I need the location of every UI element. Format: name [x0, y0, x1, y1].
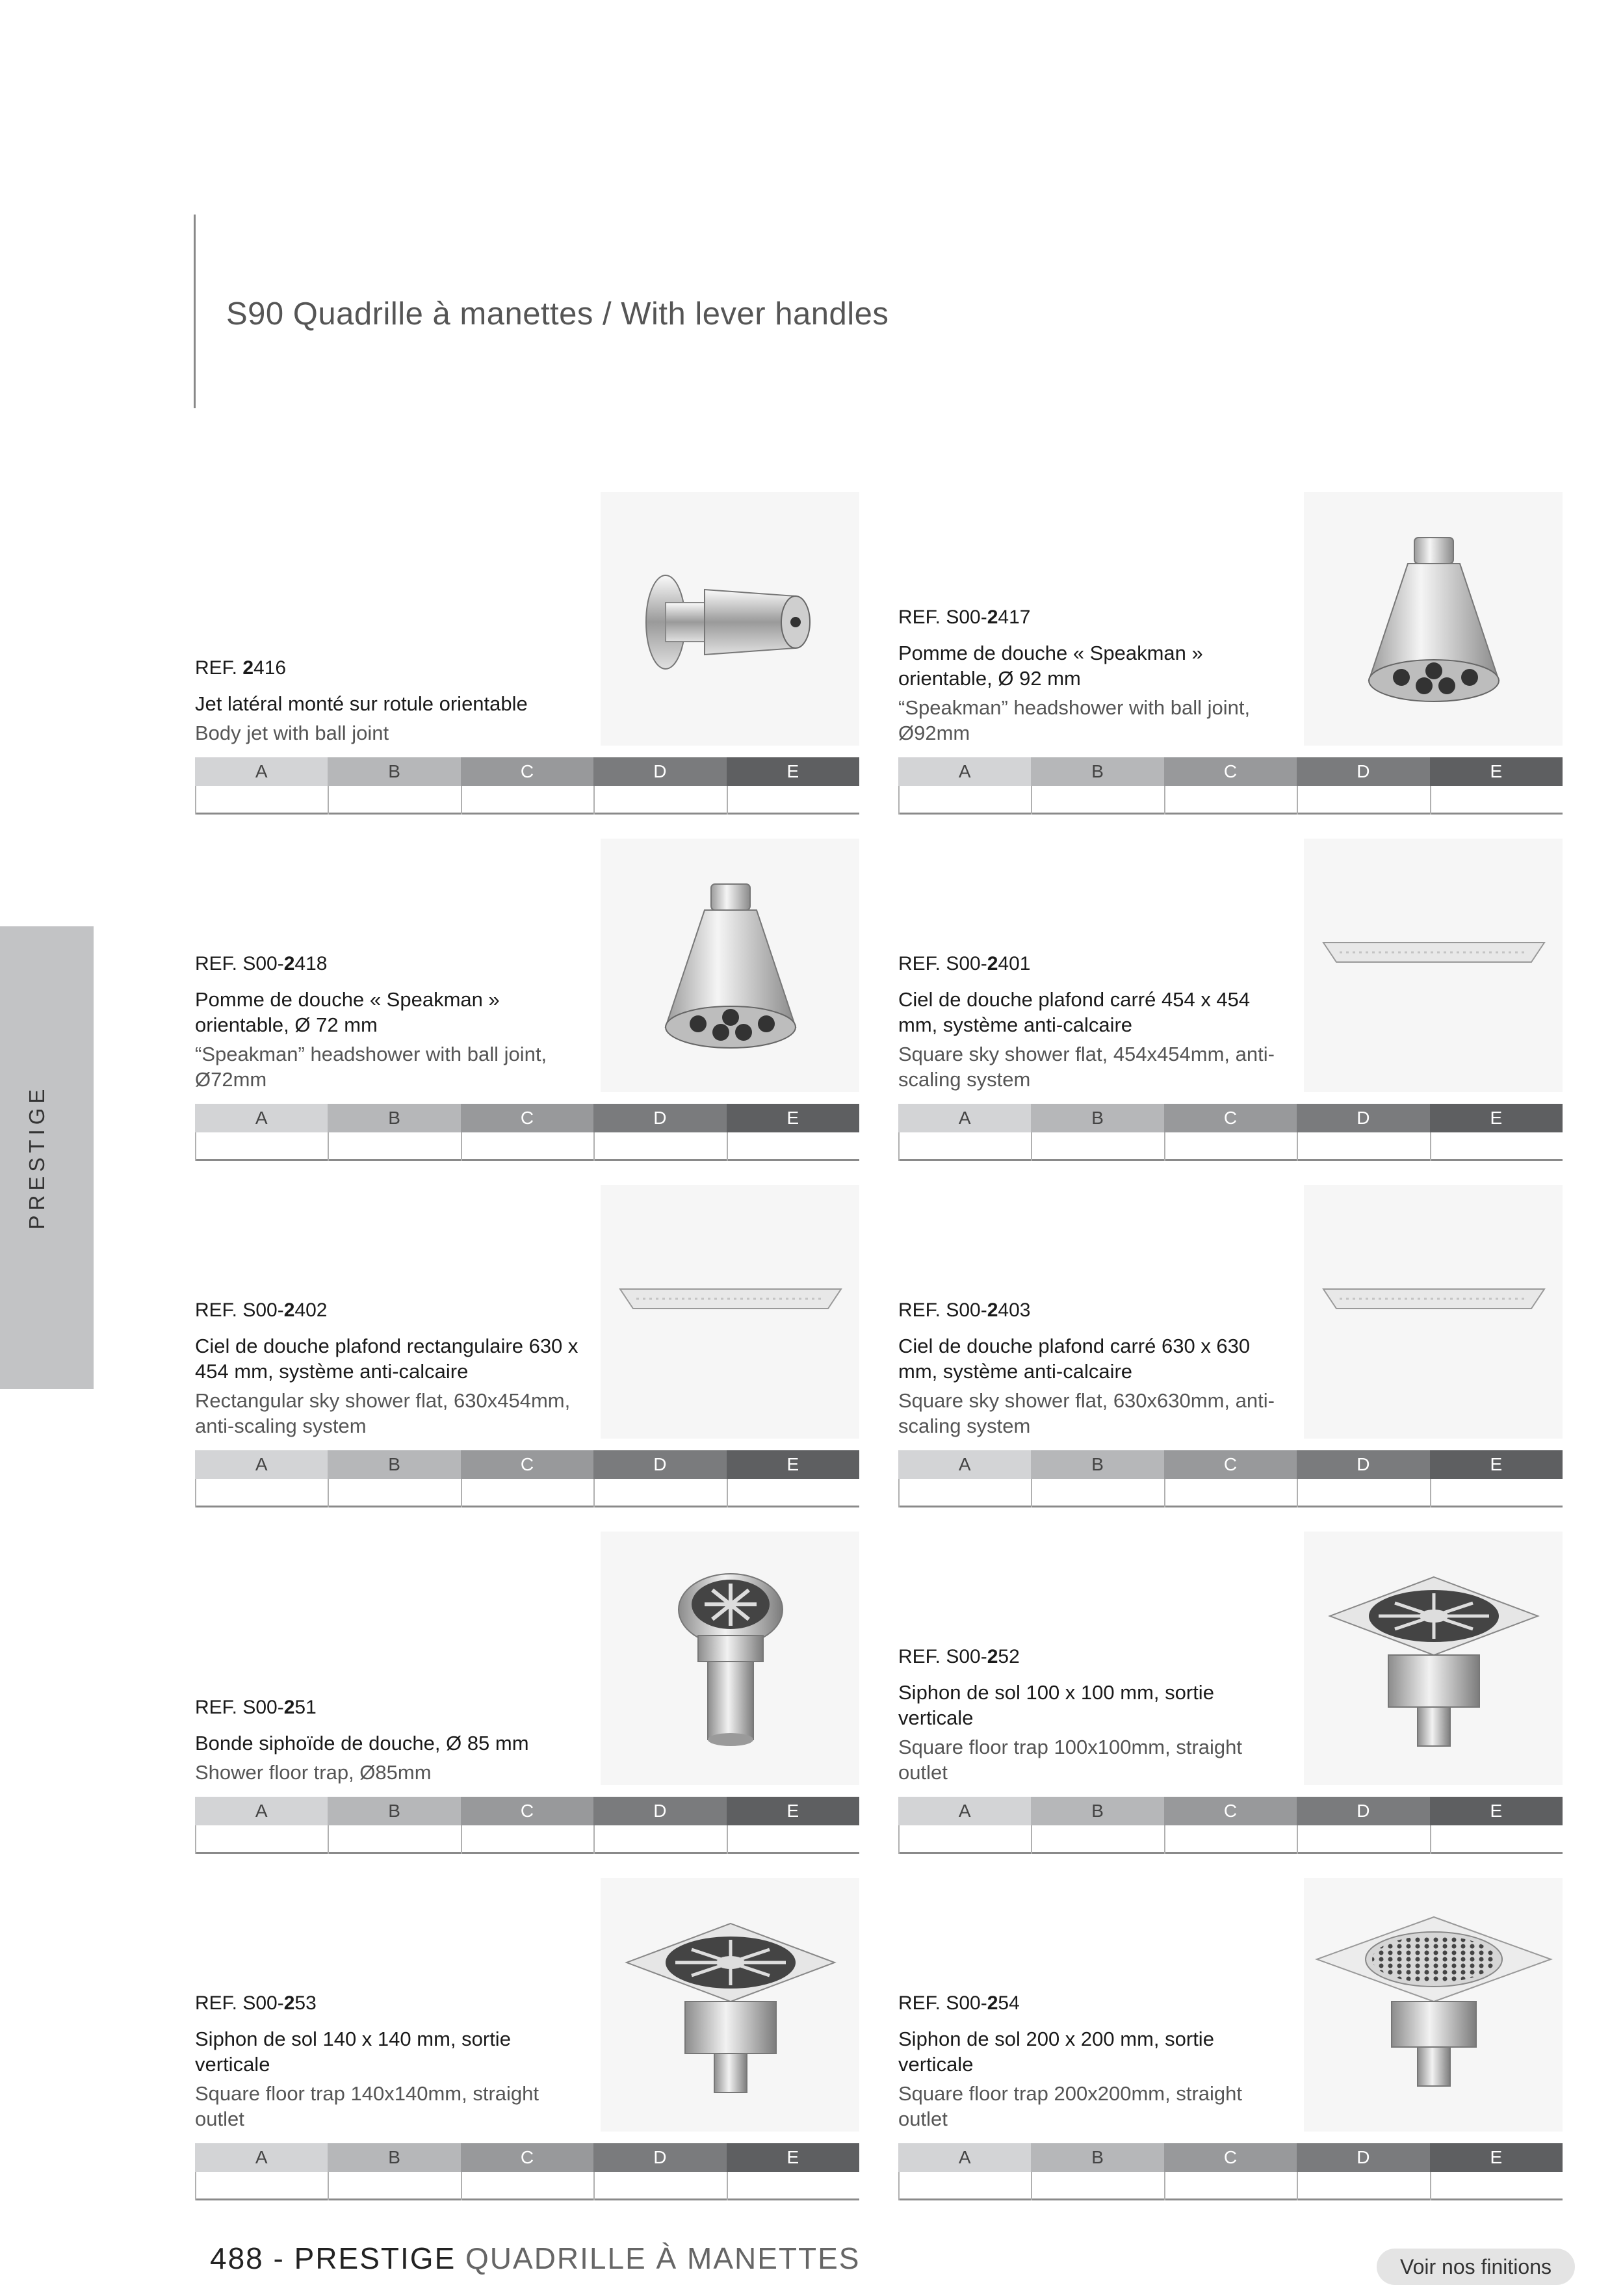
finish-table — [195, 1797, 859, 1854]
product-description-fr: Ciel de douche plafond rectangulaire 630 x 454 mm, système anti-calcaire — [195, 1335, 578, 1383]
finish-column-header: A — [898, 1104, 1031, 1132]
finish-table — [898, 757, 1563, 815]
finish-cell — [1430, 1825, 1563, 1854]
finish-cell — [898, 1132, 1031, 1161]
finish-column-header: E — [1430, 2143, 1563, 2172]
product-text — [898, 953, 1288, 1092]
product-text — [898, 1992, 1288, 2132]
page-footer — [210, 2241, 860, 2276]
product-description-en: “Speakman” headshower with ball joint, Ø92mm — [898, 696, 1251, 744]
page-number: 488 - — [210, 2241, 294, 2275]
product-description-fr: Pomme de douche « Speakman » orientable, Ø 72 mm — [195, 988, 500, 1036]
product-ref: REF. S00-252 — [898, 1646, 1020, 1667]
finish-column-header: A — [195, 1450, 328, 1479]
finish-column-header: B — [1031, 757, 1163, 786]
finish-column-header: A — [898, 2143, 1031, 2172]
finish-cell — [1297, 2172, 1429, 2200]
finish-column-header: D — [1297, 1104, 1429, 1132]
product-text — [898, 607, 1288, 746]
page-title: S90 Quadrille à manettes / With lever handles — [226, 296, 889, 332]
finish-column-header: C — [461, 1450, 593, 1479]
product-image — [601, 1878, 859, 2132]
finish-column-header: C — [1164, 2143, 1297, 2172]
finish-cell — [593, 1132, 726, 1161]
finish-column-header: B — [1031, 1797, 1163, 1825]
finish-cell — [195, 1825, 328, 1854]
finish-cell — [1164, 2172, 1297, 2200]
product-ref: REF. S00-2417 — [898, 607, 1031, 628]
finish-column-header: E — [727, 1104, 859, 1132]
product-text — [195, 1299, 585, 1439]
product-description-en: Square sky shower flat, 454x454mm, anti-scaling system — [898, 1043, 1275, 1091]
finish-cell — [461, 2172, 593, 2200]
finish-column-header: E — [727, 1797, 859, 1825]
product-image — [1304, 492, 1563, 746]
finish-cell — [898, 2172, 1031, 2200]
product-description-fr: Pomme de douche « Speakman » orientable, Ø 92 mm — [898, 642, 1203, 690]
finish-column-header: B — [328, 1450, 460, 1479]
finish-column-header: E — [1430, 1104, 1563, 1132]
finish-cell — [593, 1479, 726, 1507]
finitions-button[interactable]: Voir nos finitions — [1377, 2249, 1575, 2285]
finish-cell — [727, 1479, 859, 1507]
product-image — [1304, 1532, 1563, 1785]
finish-column-header: A — [195, 1797, 328, 1825]
finish-column-header: C — [461, 2143, 593, 2172]
product-image — [1304, 1878, 1563, 2132]
finish-column-header: C — [461, 1104, 593, 1132]
finish-column-header: E — [1430, 1450, 1563, 1479]
finish-column-header: C — [1164, 1450, 1297, 1479]
product-ref: REF. S00-253 — [195, 1992, 317, 2014]
finish-cell — [328, 786, 460, 815]
product-description-fr: Siphon de sol 140 x 140 mm, sortie verticale — [195, 2028, 511, 2076]
finish-table — [195, 1104, 859, 1161]
finish-cell — [1297, 786, 1429, 815]
product-description-en: Body jet with ball joint — [195, 722, 389, 744]
product-ref: REF. S00-251 — [195, 1697, 317, 1718]
finish-column-header: A — [898, 1450, 1031, 1479]
product-text — [898, 1646, 1288, 1785]
finish-cell — [727, 1825, 859, 1854]
product-ref: REF. S00-2403 — [898, 1299, 1031, 1321]
side-tab-label: PRESTIGE — [25, 1084, 49, 1230]
finish-cell — [1430, 1132, 1563, 1161]
finish-column-header: D — [1297, 2143, 1429, 2172]
finish-column-header: D — [593, 1450, 726, 1479]
finish-cell — [727, 786, 859, 815]
product-image — [601, 839, 859, 1092]
footer-subsection: QUADRILLE À MANETTES — [456, 2241, 861, 2275]
finish-table — [195, 757, 859, 815]
finish-cell — [195, 786, 328, 815]
finish-column-header: C — [1164, 1797, 1297, 1825]
finish-cell — [461, 1825, 593, 1854]
finish-cell — [1031, 786, 1163, 815]
finish-column-header: A — [195, 757, 328, 786]
product-description-en: Square sky shower flat, 630x630mm, anti-scaling system — [898, 1389, 1275, 1437]
product-text — [195, 953, 585, 1092]
finish-cell — [1430, 2172, 1563, 2200]
finish-cell — [593, 786, 726, 815]
finish-cell — [1031, 1825, 1163, 1854]
finish-column-header: B — [1031, 1104, 1163, 1132]
product-card — [898, 1185, 1563, 1507]
product-image — [601, 492, 859, 746]
finish-cell — [461, 1132, 593, 1161]
finish-column-header: A — [195, 1104, 328, 1132]
product-description-fr: Ciel de douche plafond carré 630 x 630 mm, système anti-calcaire — [898, 1335, 1251, 1383]
finish-column-header: A — [898, 757, 1031, 786]
finish-cell — [1297, 1825, 1429, 1854]
finish-column-header: B — [1031, 2143, 1163, 2172]
finish-table — [898, 1104, 1563, 1161]
product-description-en: Square floor trap 200x200mm, straight outlet — [898, 2082, 1242, 2130]
finish-column-header: C — [1164, 1104, 1297, 1132]
finish-cell — [1031, 1132, 1163, 1161]
finish-cell — [1430, 1479, 1563, 1507]
product-card — [898, 1532, 1563, 1854]
product-description-en: “Speakman” headshower with ball joint, Ø72mm — [195, 1043, 547, 1091]
product-card — [195, 1532, 859, 1854]
product-image — [1304, 1185, 1563, 1439]
finish-cell — [593, 2172, 726, 2200]
finish-cell — [1297, 1479, 1429, 1507]
product-description-fr: Siphon de sol 100 x 100 mm, sortie verticale — [898, 1681, 1214, 1729]
product-ref: REF. S00-2418 — [195, 953, 328, 974]
finish-column-header: E — [727, 2143, 859, 2172]
finish-cell — [328, 1479, 460, 1507]
finish-column-header: B — [328, 1104, 460, 1132]
finish-column-header: B — [328, 1797, 460, 1825]
finish-cell — [328, 2172, 460, 2200]
product-ref: REF. S00-2402 — [195, 1299, 328, 1321]
product-card — [195, 1185, 859, 1507]
product-card — [195, 492, 859, 815]
product-description-fr: Bonde siphoïde de douche, Ø 85 mm — [195, 1732, 529, 1755]
finish-column-header: D — [1297, 1450, 1429, 1479]
finish-cell — [1164, 786, 1297, 815]
finish-table — [195, 1450, 859, 1507]
finish-column-header: D — [1297, 757, 1429, 786]
finish-column-header: A — [898, 1797, 1031, 1825]
product-description-en: Rectangular sky shower flat, 630x454mm, anti-scaling system — [195, 1389, 571, 1437]
product-description-fr: Siphon de sol 200 x 200 mm, sortie verticale — [898, 2028, 1214, 2076]
product-description-en: Square floor trap 100x100mm, straight outlet — [898, 1736, 1242, 1784]
finish-column-header: C — [461, 757, 593, 786]
product-text — [195, 657, 585, 746]
finish-cell — [328, 1825, 460, 1854]
finish-column-header: D — [1297, 1797, 1429, 1825]
product-image — [601, 1532, 859, 1785]
product-card — [898, 1878, 1563, 2200]
finish-cell — [195, 1479, 328, 1507]
finish-cell — [898, 1479, 1031, 1507]
finish-column-header: D — [593, 2143, 726, 2172]
finish-column-header: B — [1031, 1450, 1163, 1479]
product-description-en: Shower floor trap, Ø85mm — [195, 1761, 432, 1784]
product-description-fr: Ciel de douche plafond carré 454 x 454 mm, système anti-calcaire — [898, 988, 1251, 1036]
product-text — [898, 1299, 1288, 1439]
finish-cell — [1164, 1825, 1297, 1854]
finish-cell — [898, 1825, 1031, 1854]
finish-column-header: E — [727, 1450, 859, 1479]
finish-cell — [1164, 1132, 1297, 1161]
finish-column-header: A — [195, 2143, 328, 2172]
finish-column-header: B — [328, 2143, 460, 2172]
product-ref: REF. 2416 — [195, 657, 287, 679]
finish-cell — [461, 786, 593, 815]
finish-cell — [1297, 1132, 1429, 1161]
product-ref: REF. S00-2401 — [898, 953, 1031, 974]
finish-cell — [1031, 2172, 1163, 2200]
finish-column-header: D — [593, 1104, 726, 1132]
finish-column-header: E — [1430, 757, 1563, 786]
product-card — [898, 492, 1563, 815]
finish-cell — [727, 1132, 859, 1161]
product-card — [195, 839, 859, 1161]
product-ref: REF. S00-254 — [898, 1992, 1020, 2014]
finish-column-header: C — [1164, 757, 1297, 786]
finish-table — [898, 1450, 1563, 1507]
finish-column-header: D — [593, 1797, 726, 1825]
finish-cell — [328, 1132, 460, 1161]
finish-cell — [1031, 1479, 1163, 1507]
finish-cell — [195, 1132, 328, 1161]
finish-cell — [727, 2172, 859, 2200]
product-card — [195, 1878, 859, 2200]
finish-column-header: B — [328, 757, 460, 786]
finish-column-header: E — [727, 757, 859, 786]
finish-cell — [1430, 786, 1563, 815]
finish-cell — [195, 2172, 328, 2200]
finish-cell — [461, 1479, 593, 1507]
product-image — [601, 1185, 859, 1439]
finish-cell — [898, 786, 1031, 815]
finish-table — [898, 1797, 1563, 1854]
header-divider — [194, 215, 196, 408]
finish-cell — [1164, 1479, 1297, 1507]
finish-column-header: C — [461, 1797, 593, 1825]
finish-column-header: D — [593, 757, 726, 786]
product-description-fr: Jet latéral monté sur rotule orientable — [195, 692, 528, 715]
footer-section: PRESTIGE — [294, 2241, 456, 2275]
product-description-en: Square floor trap 140x140mm, straight outlet — [195, 2082, 539, 2130]
finish-table — [195, 2143, 859, 2200]
product-text — [195, 1697, 585, 1785]
finish-table — [898, 2143, 1563, 2200]
product-image — [1304, 839, 1563, 1092]
product-card — [898, 839, 1563, 1161]
finish-column-header: E — [1430, 1797, 1563, 1825]
product-text — [195, 1992, 585, 2132]
finish-cell — [593, 1825, 726, 1854]
